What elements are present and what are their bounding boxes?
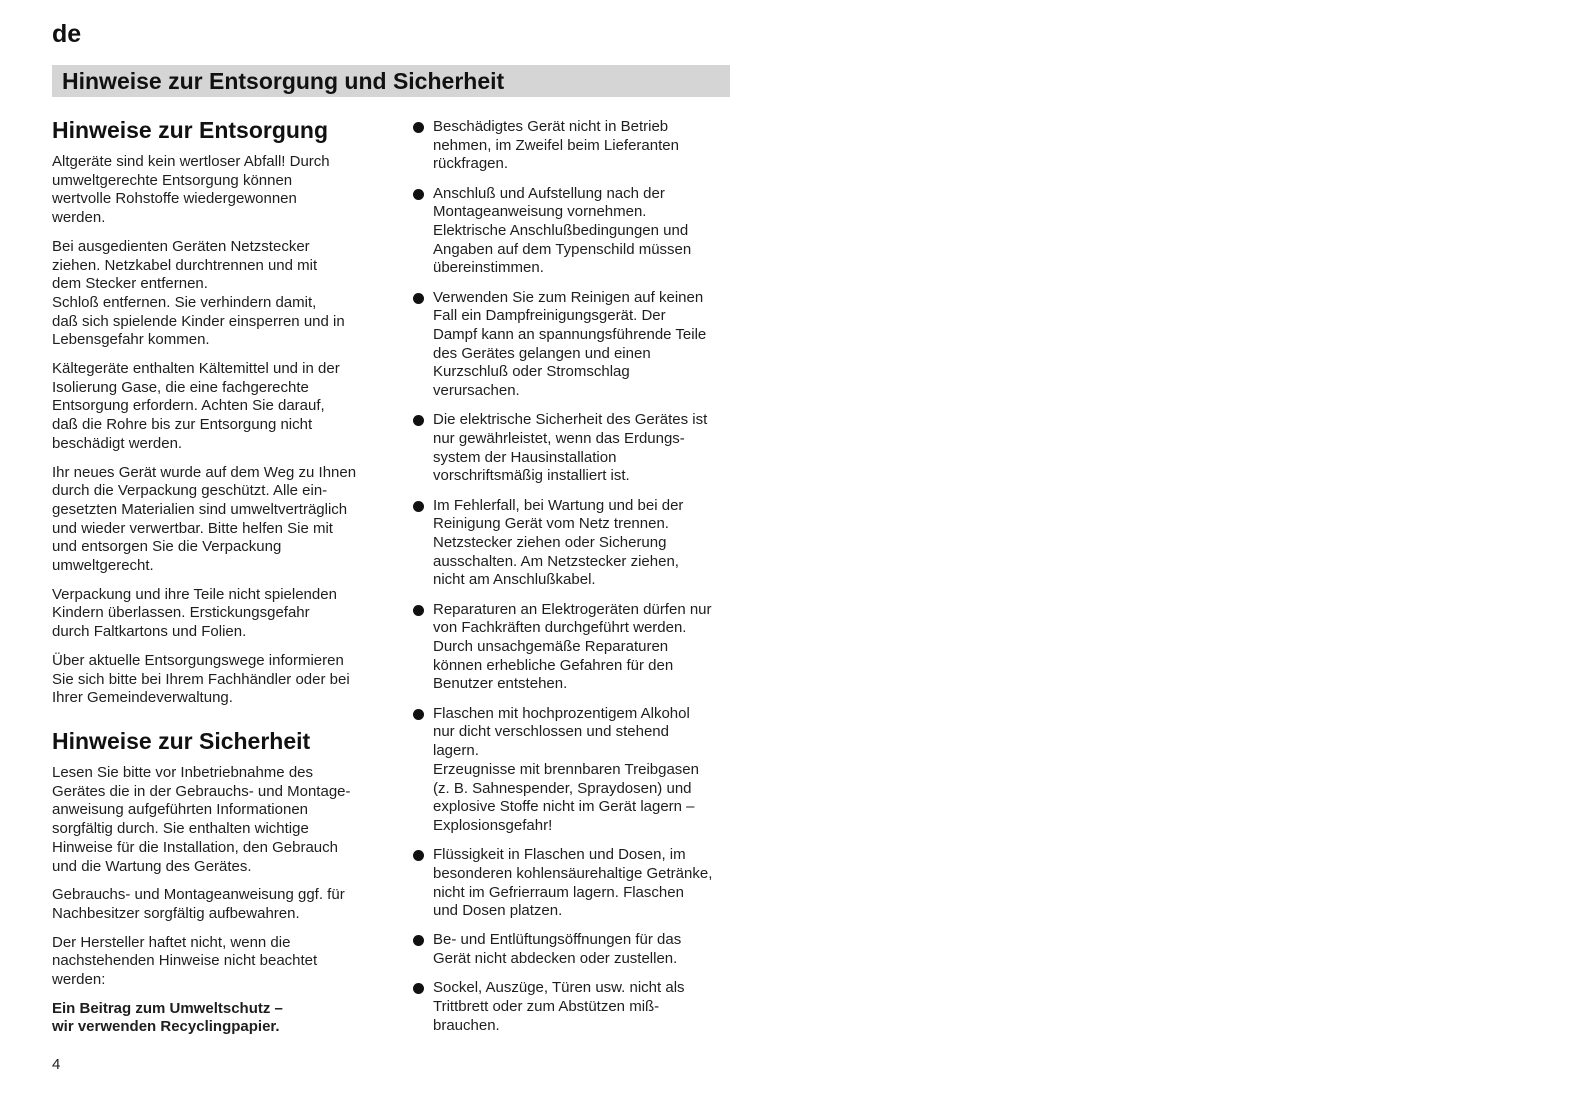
disposal-paragraph: Altgeräte sind kein wertloser Abfall! Durch umweltgerechte Entsorgung können wertvolle Rohstoffe wiedergewonnen werden.: [52, 153, 330, 227]
disposal-paragraph: Ihr neues Gerät wurde auf dem Weg zu Ihnen durch die Verpackung geschützt. Alle ein- gesetzten Materialien sind umweltverträglich und wieder verwertbar. Bitte helfen Sie mit und entsorgen Sie die Verpackung umweltgerecht.: [52, 463, 357, 575]
list-item: [412, 705, 742, 836]
list-item: [412, 846, 742, 921]
bullet-icon: [413, 122, 424, 133]
page-number: 4: [52, 1056, 61, 1073]
list-item-text: Verwenden Sie zum Reinigen auf keinen Fall ein Dampfreinigungsgerät. Der Dampf kann an spannungsführende Teile des Gerätes gelangen und einen Kurzschluß oder Stromschlag verursachen.: [433, 288, 707, 400]
bullet-icon: [413, 189, 424, 200]
list-item-text: Im Fehlerfall, bei Wartung und bei der Reinigung Gerät vom Netz trennen. Netzstecker ziehen oder Sicherung ausschalten. Am Netzstecker ziehen, nicht am Anschlußkabel.: [433, 496, 684, 589]
language-code: de: [52, 20, 82, 48]
disposal-heading: Hinweise zur Entsorgung: [52, 117, 329, 143]
section-banner: Hinweise zur Entsorgung und Sicherheit: [52, 65, 730, 97]
list-item: [412, 185, 742, 279]
disposal-paragraph: Kältegeräte enthalten Kältemittel und in der Isolierung Gase, die eine fachgerechte Entsorgung erfordern. Achten Sie darauf, daß die Rohre bis zur Entsorgung nicht beschädigt werden.: [52, 360, 340, 452]
bullet-icon: [413, 850, 424, 861]
bullet-icon: [413, 709, 424, 720]
safety-paragraph: Lesen Sie bitte vor Inbetriebnahme des Gerätes die in der Gebrauchs- und Montage- anweisung aufgeführten Informationen sorgfältig durch. Sie enthalten wichtige Hinweise für die Installation, den Gebrauch und die Wartung des Gerätes.: [52, 763, 351, 875]
list-item-text: Anschluß und Aufstellung nach der Montageanweisung vornehmen. Elektrische Anschlußbedingungen und Angaben auf dem Typenschild müssen übereinstimmen.: [433, 184, 692, 277]
safety-bullet-list: [412, 118, 742, 1035]
list-item: [412, 411, 742, 486]
list-item-text: Be- und Entlüftungsöffnungen für das Gerät nicht abdecken oder zustellen.: [433, 931, 682, 968]
list-item: [412, 931, 742, 968]
disposal-paragraph: Verpackung und ihre Teile nicht spielenden Kindern überlassen. Erstickungsgefahr durch Faltkartons und Folien.: [52, 585, 337, 641]
bullet-icon: [413, 415, 424, 426]
right-column: [412, 118, 742, 1046]
list-item: [412, 979, 742, 1035]
list-item: [412, 601, 742, 695]
left-column: [52, 115, 382, 1047]
bullet-icon: [413, 983, 424, 994]
list-item-text: Flaschen mit hochprozentigem Alkohol nur dicht verschlossen und stehend lagern. Erzeugnisse mit brennbaren Treibgasen (z. B. Sahnespender, Spraydosen) und explosive Stoffe nicht im Gerät lagern – Explosionsgefahr!: [433, 704, 699, 834]
list-item-text: Sockel, Auszüge, Türen usw. nicht als Trittbrett oder zum Abstützen miß- brauchen.: [433, 979, 685, 1034]
safety-heading: Hinweise zur Sicherheit: [52, 727, 311, 754]
bullet-icon: [413, 501, 424, 512]
list-item-text: Die elektrische Sicherheit des Gerätes ist nur gewährleistet, wenn das Erdungs- system der Hausinstallation vorschriftsmäßig installiert ist.: [433, 411, 708, 485]
safety-paragraph: Gebrauchs- und Montageanweisung ggf. für Nachbesitzer sorgfältig aufbewahren.: [52, 886, 345, 922]
list-item: [412, 118, 742, 174]
bullet-icon: [413, 935, 424, 946]
list-item: [412, 497, 742, 591]
list-item-text: Reparaturen an Elektrogeräten dürfen nur von Fachkräften durchgeführt werden. Durch unsachgemäße Reparaturen können erhebliche Gefahren für den Benutzer entstehen.: [433, 600, 712, 693]
disposal-paragraph: Bei ausgedienten Geräten Netzstecker ziehen. Netzkabel durchtrennen und mit dem Stecker entfernen. Schloß entfernen. Sie verhindern damit, daß sich spielende Kinder einsperren und in Lebensgefahr kommen.: [52, 237, 345, 349]
list-item-text: Beschädigtes Gerät nicht in Betrieb nehmen, im Zweifel beim Lieferanten rückfragen.: [433, 118, 679, 173]
bullet-icon: [413, 605, 424, 616]
list-item-text: Flüssigkeit in Flaschen und Dosen, im besonderen kohlensäurehaltige Getränke, nicht im Gefrierraum lagern. Flaschen und Dosen platzen.: [433, 846, 713, 920]
bullet-icon: [413, 293, 424, 304]
list-item: [412, 289, 742, 401]
recycling-note: Ein Beitrag zum Umweltschutz – wir verwenden Recyclingpapier.: [52, 999, 283, 1036]
safety-paragraph: Der Hersteller haftet nicht, wenn die nachstehenden Hinweise nicht beachtet werden:: [52, 933, 318, 989]
disposal-paragraph: Über aktuelle Entsorgungswege informieren Sie sich bitte bei Ihrem Fachhändler oder bei Ihrer Gemeindeverwaltung.: [52, 651, 350, 707]
